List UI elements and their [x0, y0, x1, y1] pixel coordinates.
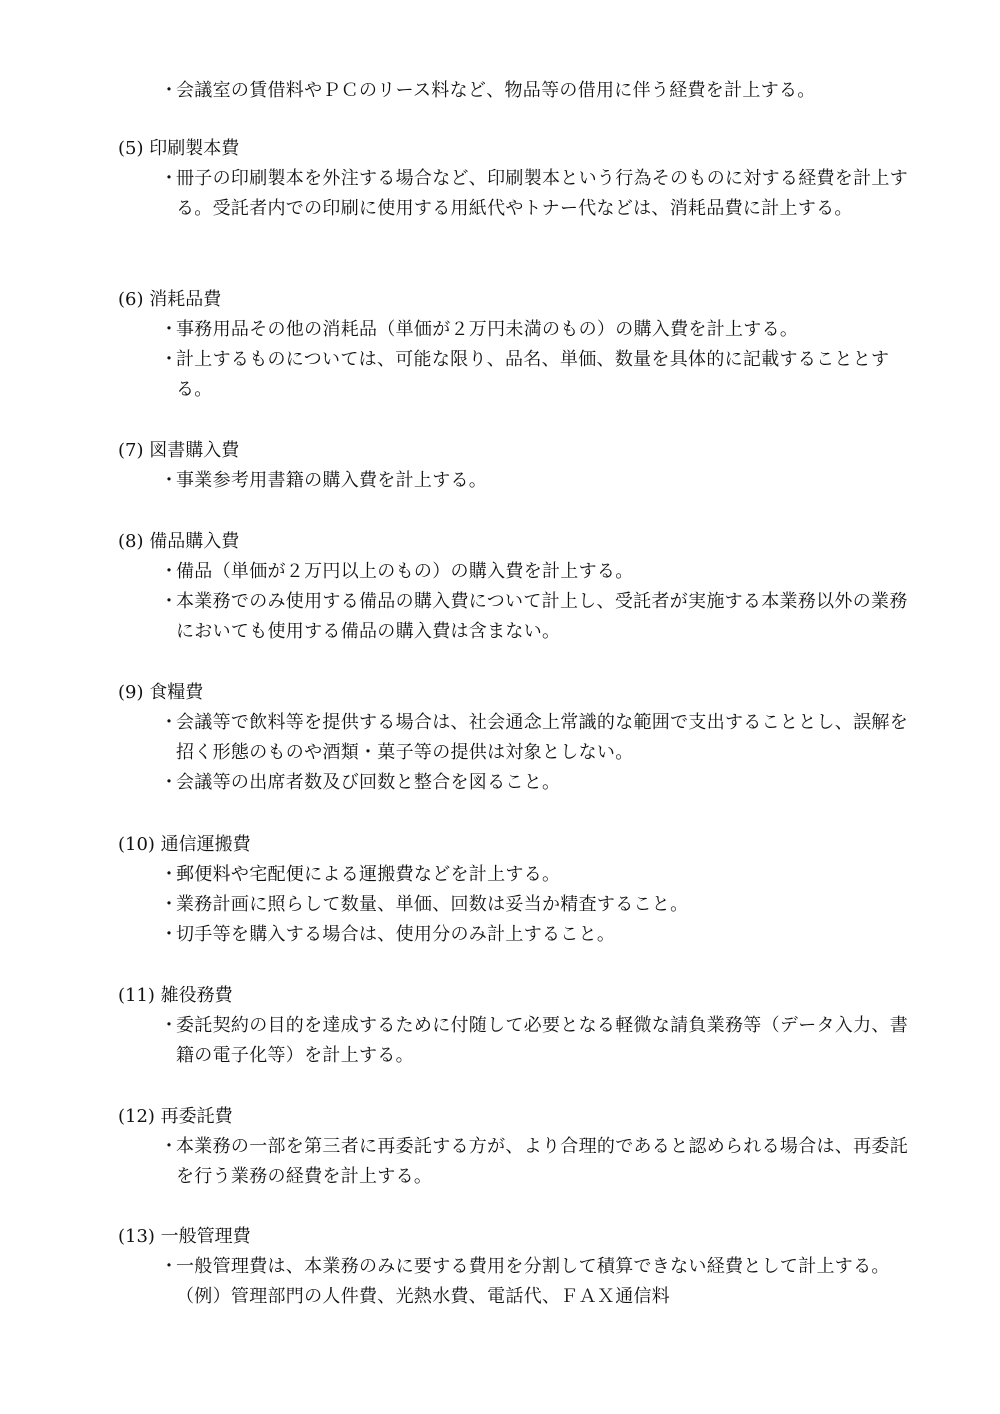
item-text: 事務用品その他の消耗品（単価が２万円未満のもの）の購入費を計上する。: [176, 319, 799, 340]
item-text: 業務計画に照らして数量、単価、回数は妥当か精査すること。: [176, 894, 689, 915]
bullet-icon: ・: [160, 168, 179, 189]
bullet-icon: ・: [160, 349, 179, 370]
section-food: [118, 678, 918, 798]
bullet-icon: ・: [160, 561, 179, 582]
bullet-icon: ・: [160, 80, 179, 101]
bullet-icon: ・: [160, 591, 179, 612]
section-misc-services: [118, 981, 918, 1071]
list-item: [160, 920, 924, 950]
item-text: 備品（単価が２万円以上のもの）の購入費を計上する。: [176, 561, 634, 582]
bullet-icon: ・: [160, 712, 179, 733]
section-items: [118, 164, 918, 224]
item-text: 会議室の賃借料やＰＣのリース料など、物品等の借用に伴う経費を計上する。: [176, 80, 816, 101]
section-printing: [118, 134, 918, 224]
item-text: 切手等を購入する場合は、使用分のみ計上すること。: [176, 924, 616, 945]
section-items: [118, 860, 918, 950]
intro-block: [160, 76, 920, 106]
bullet-icon: ・: [160, 772, 179, 793]
list-item: [160, 890, 924, 920]
bullet-icon: ・: [160, 1136, 179, 1157]
section-heading: (13) 一般管理費: [118, 1226, 251, 1247]
list-item: [160, 557, 924, 587]
section-items: [118, 1252, 918, 1312]
list-item: [160, 164, 924, 224]
list-item: [160, 466, 924, 496]
list-item: [160, 1011, 924, 1071]
list-item: [160, 345, 924, 405]
bullet-icon: ・: [160, 894, 179, 915]
section-heading: (9) 食糧費: [118, 682, 204, 703]
list-item: [160, 76, 924, 106]
section-items: [118, 1132, 918, 1192]
list-item: [160, 1252, 924, 1312]
section-heading: (11) 雑役務費: [118, 985, 233, 1006]
section-heading: (12) 再委託費: [118, 1106, 233, 1127]
list-item: [160, 708, 924, 768]
item-text: 本業務の一部を第三者に再委託する方が、より合理的であると認められる場合は、再委託を行う業務の経費を計上する。: [176, 1136, 908, 1187]
bullet-icon: ・: [160, 924, 179, 945]
list-item: [160, 860, 924, 890]
section-heading: (5) 印刷製本費: [118, 138, 240, 159]
section-general-admin: [118, 1222, 918, 1312]
bullet-icon: ・: [160, 1256, 179, 1277]
section-equipment: [118, 527, 918, 647]
section-consumables: [118, 285, 918, 405]
item-text: 事業参考用書籍の購入費を計上する。: [176, 470, 488, 491]
list-item: [160, 1132, 924, 1192]
item-text: 郵便料や宅配便による運搬費などを計上する。: [176, 864, 561, 885]
section-heading: (8) 備品購入費: [118, 531, 240, 552]
intro-items: [160, 76, 920, 106]
section-heading: (10) 通信運搬費: [118, 834, 251, 855]
bullet-icon: ・: [160, 864, 179, 885]
section-shipping: [118, 830, 918, 950]
list-item: [160, 587, 924, 647]
item-text: 一般管理費は、本業務のみに要する費用を分割して積算できない経費として計上する。（例）管理部門の人件費、光熱水費、電話代、ＦＡＸ通信料: [176, 1256, 890, 1307]
section-heading: (6) 消耗品費: [118, 289, 222, 310]
section-items: [118, 315, 918, 405]
item-text: 会議等で飲料等を提供する場合は、社会通念上常識的な範囲で支出することとし、誤解を招く形態のものや酒類・菓子等の提供は対象としない。: [176, 712, 908, 763]
section-items: [118, 1011, 918, 1071]
bullet-icon: ・: [160, 470, 179, 491]
item-text: 計上するものについては、可能な限り、品名、単価、数量を具体的に記載することとする。: [176, 349, 890, 400]
item-text: 本業務でのみ使用する備品の購入費について計上し、受託者が実施する本業務以外の業務においても使用する備品の購入費は含まない。: [176, 591, 908, 642]
item-text: 冊子の印刷製本を外注する場合など、印刷製本という行為そのものに対する経費を計上する。受託者内での印刷に使用する用紙代やトナー代などは、消耗品費に計上する。: [176, 168, 908, 219]
list-item: [160, 768, 924, 798]
item-text: 委託契約の目的を達成するために付随して必要となる軽微な請負業務等（データ入力、書籍の電子化等）を計上する。: [176, 1015, 908, 1066]
item-text: 会議等の出席者数及び回数と整合を図ること。: [176, 772, 561, 793]
list-item: [160, 315, 924, 345]
section-items: [118, 466, 918, 496]
bullet-icon: ・: [160, 1015, 179, 1036]
section-books: [118, 436, 918, 496]
bullet-icon: ・: [160, 319, 179, 340]
section-items: [118, 708, 918, 798]
section-heading: (7) 図書購入費: [118, 440, 240, 461]
section-items: [118, 557, 918, 647]
section-subcontract: [118, 1102, 918, 1192]
